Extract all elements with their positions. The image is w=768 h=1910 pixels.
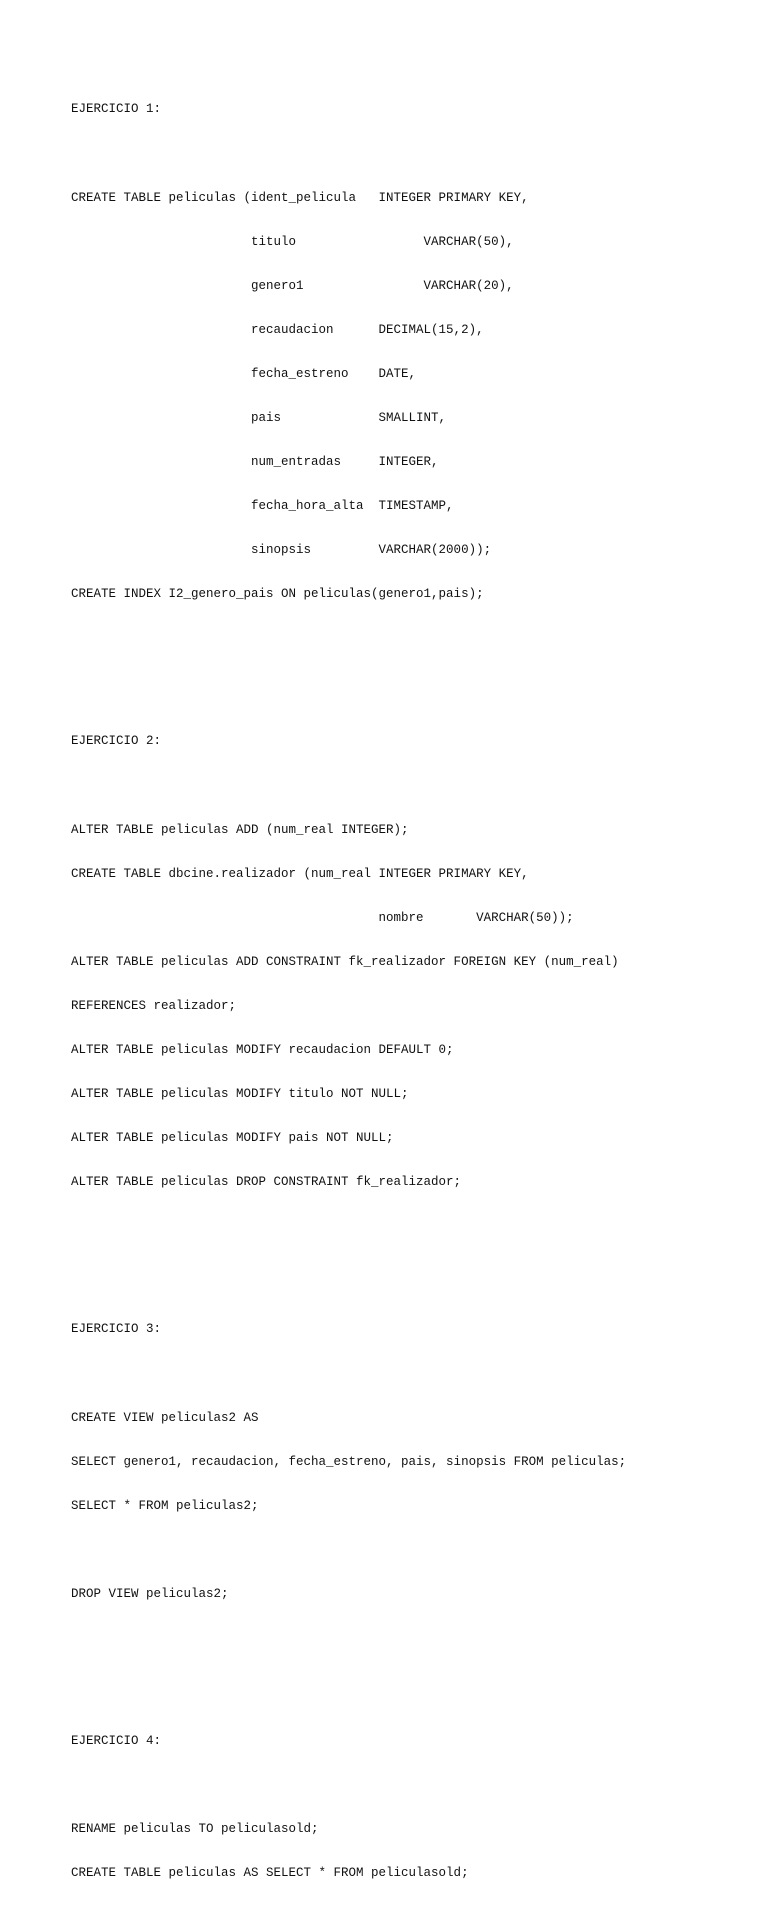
code-line: recaudacion DECIMAL(15,2), bbox=[71, 322, 484, 337]
blank-line bbox=[71, 779, 626, 794]
code-line: RENAME peliculas TO peliculasold; bbox=[71, 1822, 319, 1837]
sql-exercise-text bbox=[71, 73, 626, 1910]
blank-line bbox=[71, 1631, 626, 1646]
exercise-2-heading: EJERCICIO 2: bbox=[71, 734, 162, 749]
code-line: fecha_estreno DATE, bbox=[71, 366, 417, 381]
exercise-3-heading: EJERCICIO 3: bbox=[71, 1322, 162, 1337]
code-line: SELECT genero1, recaudacion, fecha_estreno, pais, sinopsis FROM peliculas; bbox=[71, 1454, 627, 1469]
blank-line bbox=[71, 676, 626, 691]
code-line: CREATE TABLE dbcine.realizador (num_real INTEGER PRIMARY KEY, bbox=[71, 866, 529, 881]
code-line: ALTER TABLE peliculas MODIFY recaudacion DEFAULT 0; bbox=[71, 1043, 454, 1058]
blank-line bbox=[71, 1778, 626, 1793]
code-line: ALTER TABLE peliculas DROP CONSTRAINT fk_realizador; bbox=[71, 1175, 462, 1190]
code-line: ALTER TABLE peliculas ADD CONSTRAINT fk_realizador FOREIGN KEY (num_real) bbox=[71, 954, 619, 969]
code-line: CREATE INDEX I2_genero_pais ON peliculas(genero1,pais); bbox=[71, 587, 484, 602]
code-line: fecha_hora_alta TIMESTAMP, bbox=[71, 499, 454, 514]
code-line: CREATE VIEW peliculas2 AS bbox=[71, 1410, 259, 1425]
exercise-4-heading: EJERCICIO 4: bbox=[71, 1733, 162, 1748]
code-line: pais SMALLINT, bbox=[71, 411, 447, 426]
code-line: ALTER TABLE peliculas MODIFY titulo NOT NULL; bbox=[71, 1087, 409, 1102]
code-line: CREATE TABLE peliculas (ident_pelicula INTEGER PRIMARY KEY, bbox=[71, 190, 529, 205]
code-line: titulo VARCHAR(50), bbox=[71, 234, 514, 249]
code-line: DROP VIEW peliculas2; bbox=[71, 1586, 229, 1601]
exercise-1-heading: EJERCICIO 1: bbox=[71, 102, 162, 117]
blank-line bbox=[71, 1264, 626, 1279]
code-line: num_entradas INTEGER, bbox=[71, 455, 439, 470]
code-line: sinopsis VARCHAR(2000)); bbox=[71, 543, 492, 558]
blank-line bbox=[71, 632, 626, 647]
code-line: ALTER TABLE peliculas ADD (num_real INTEGER); bbox=[71, 822, 409, 837]
blank-line bbox=[71, 1543, 626, 1558]
code-line: REFERENCES realizador; bbox=[71, 998, 237, 1013]
code-line: SELECT * FROM peliculas2; bbox=[71, 1498, 259, 1513]
code-line: ALTER TABLE peliculas MODIFY pais NOT NULL; bbox=[71, 1131, 394, 1146]
blank-line bbox=[71, 1219, 626, 1234]
code-line: genero1 VARCHAR(20), bbox=[71, 278, 514, 293]
blank-line bbox=[71, 147, 626, 162]
code-line: nombre VARCHAR(50)); bbox=[71, 910, 574, 925]
blank-line bbox=[71, 1675, 626, 1690]
code-line: CREATE TABLE peliculas AS SELECT * FROM peliculasold; bbox=[71, 1866, 469, 1881]
blank-line bbox=[71, 1366, 626, 1381]
